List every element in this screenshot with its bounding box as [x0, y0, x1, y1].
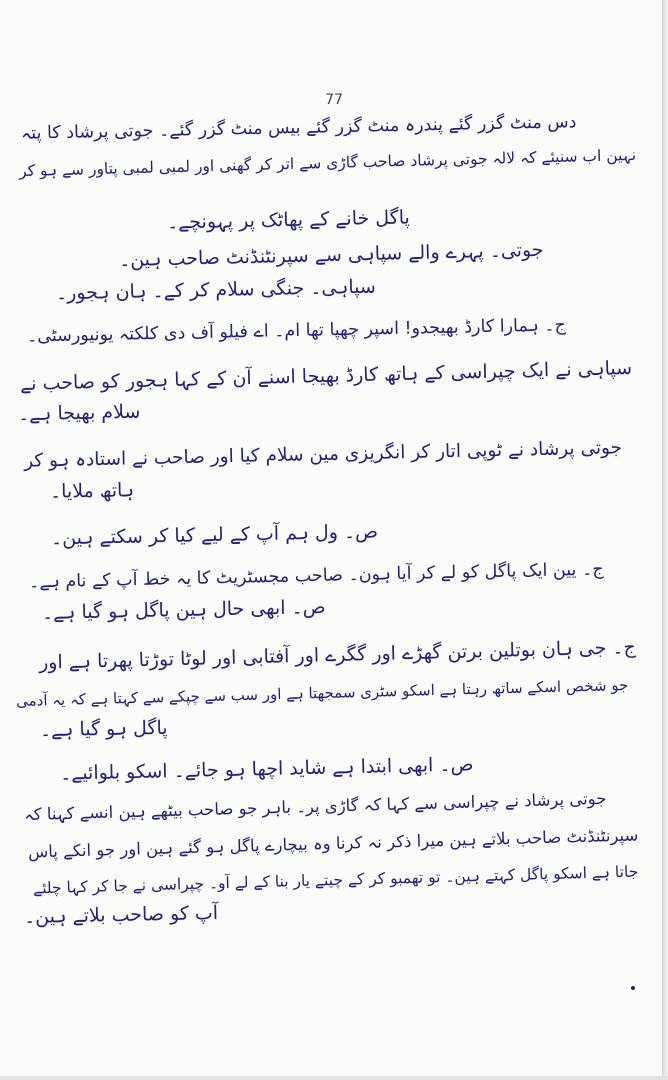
text-line-8: سلام بھیجا ہے۔: [17, 400, 141, 426]
text-line-1: دس منٹ گزر گئے پندرہ منٹ گزر گئے بیس منٹ گزر گئے۔ جوتی پرشاد کا پتہ: [20, 112, 577, 144]
text-line-2: نہین اب سنیئے کہ لالہ جوتی پرشاد صاحب گاڑی سے اتر کر گھنی اور لمبی لمبی پتاور سے ہو کر: [18, 145, 637, 181]
text-line-20: جاتا ہے اسکو پاگل کہتے ہین۔ تو تھمبو کر کے چیتے یار بنا کے لے آو۔ چپراسی نے جا کر کہا چلئے: [32, 862, 639, 898]
text-line-14: ج۔ جی ہان بوتلین برتن گھڑے اور گگرے اور آفتابی اور لوٹا توڑتا پھرتا ہے اور: [38, 636, 637, 674]
page-number: 77: [325, 92, 343, 108]
text-line-11: ص۔ ول ہم آپ کے لیے کیا کر سکتے ہین۔: [50, 520, 379, 550]
text-line-19: سپرنٹنڈنٹ صاحب بلاتے ہین میرا ذکر نہ کرنا وہ بیچارے پاگل ہو گئے ہین اور جو انکے پاس: [27, 825, 639, 862]
text-line-21: آپ کو صاحب بلاتے ہین۔: [23, 901, 219, 929]
text-line-4: جوتی۔ پہرے والے سپاہی سے سپرنٹنڈنٹ صاحب ہین۔: [119, 238, 545, 272]
text-line-6: ج۔ ہمارا کارڈ بھیجدو! اسپر چھپا تھا ام۔ اے فیلو آف دی کلکتہ یونیورسٹی۔: [26, 315, 567, 347]
text-line-12: ج۔ یین ایک پاگل کو لے کر آیا ہون۔ صاحب مجسٹریٹ کا یہ خط آپ کے نام ہے۔: [29, 559, 605, 593]
text-line-17: ص۔ ابھی ابتدا ہے شاید اچھا ہو جائے۔ اسکو بلوائیے۔: [59, 753, 474, 785]
text-line-18: جوتی پرشاد نے چپراسی سے کہا کہ گاڑی پر۔ باہر جو صاحب بیٹھے ہین انسے کہنا کہ: [23, 788, 607, 825]
text-line-3: پاگل خانے کے پھاٹک پر پہونچے۔: [166, 206, 411, 234]
text-line-9: جوتی پرشاد نے ٹوپی اتار کر انگریزی مین سلام کیا اور صاحب نے استادہ ہو کر: [23, 437, 623, 472]
text-line-16: پاگل ہو گیا ہے۔: [40, 716, 169, 742]
text-line-5: سپاہی۔ جنگی سلام کر کے۔ ہان ہجور۔: [55, 275, 377, 305]
page-bottom-edge: [0, 1076, 668, 1080]
text-line-7: سپاہی نے ایک چپراسی کے ہاتھ کارڈ بھیجا اسنے آن کے کہا ہجور کو صاحب نے: [19, 356, 633, 396]
text-line-13: ص۔ ابھی حال ہین پاگل ہو گیا ہے۔: [42, 596, 327, 624]
page-edge-shadow: [662, 0, 668, 1080]
text-line-10: ہاتھ ملایا۔: [49, 479, 135, 503]
ink-dot: [631, 986, 635, 990]
text-line-15: جو شخص اسکے ساتھ رہتا ہے اسکو سٹری سمجھتا ہے اور سب سے چپکے سے کہتا ہے کہ یہ آدمی: [15, 675, 629, 711]
